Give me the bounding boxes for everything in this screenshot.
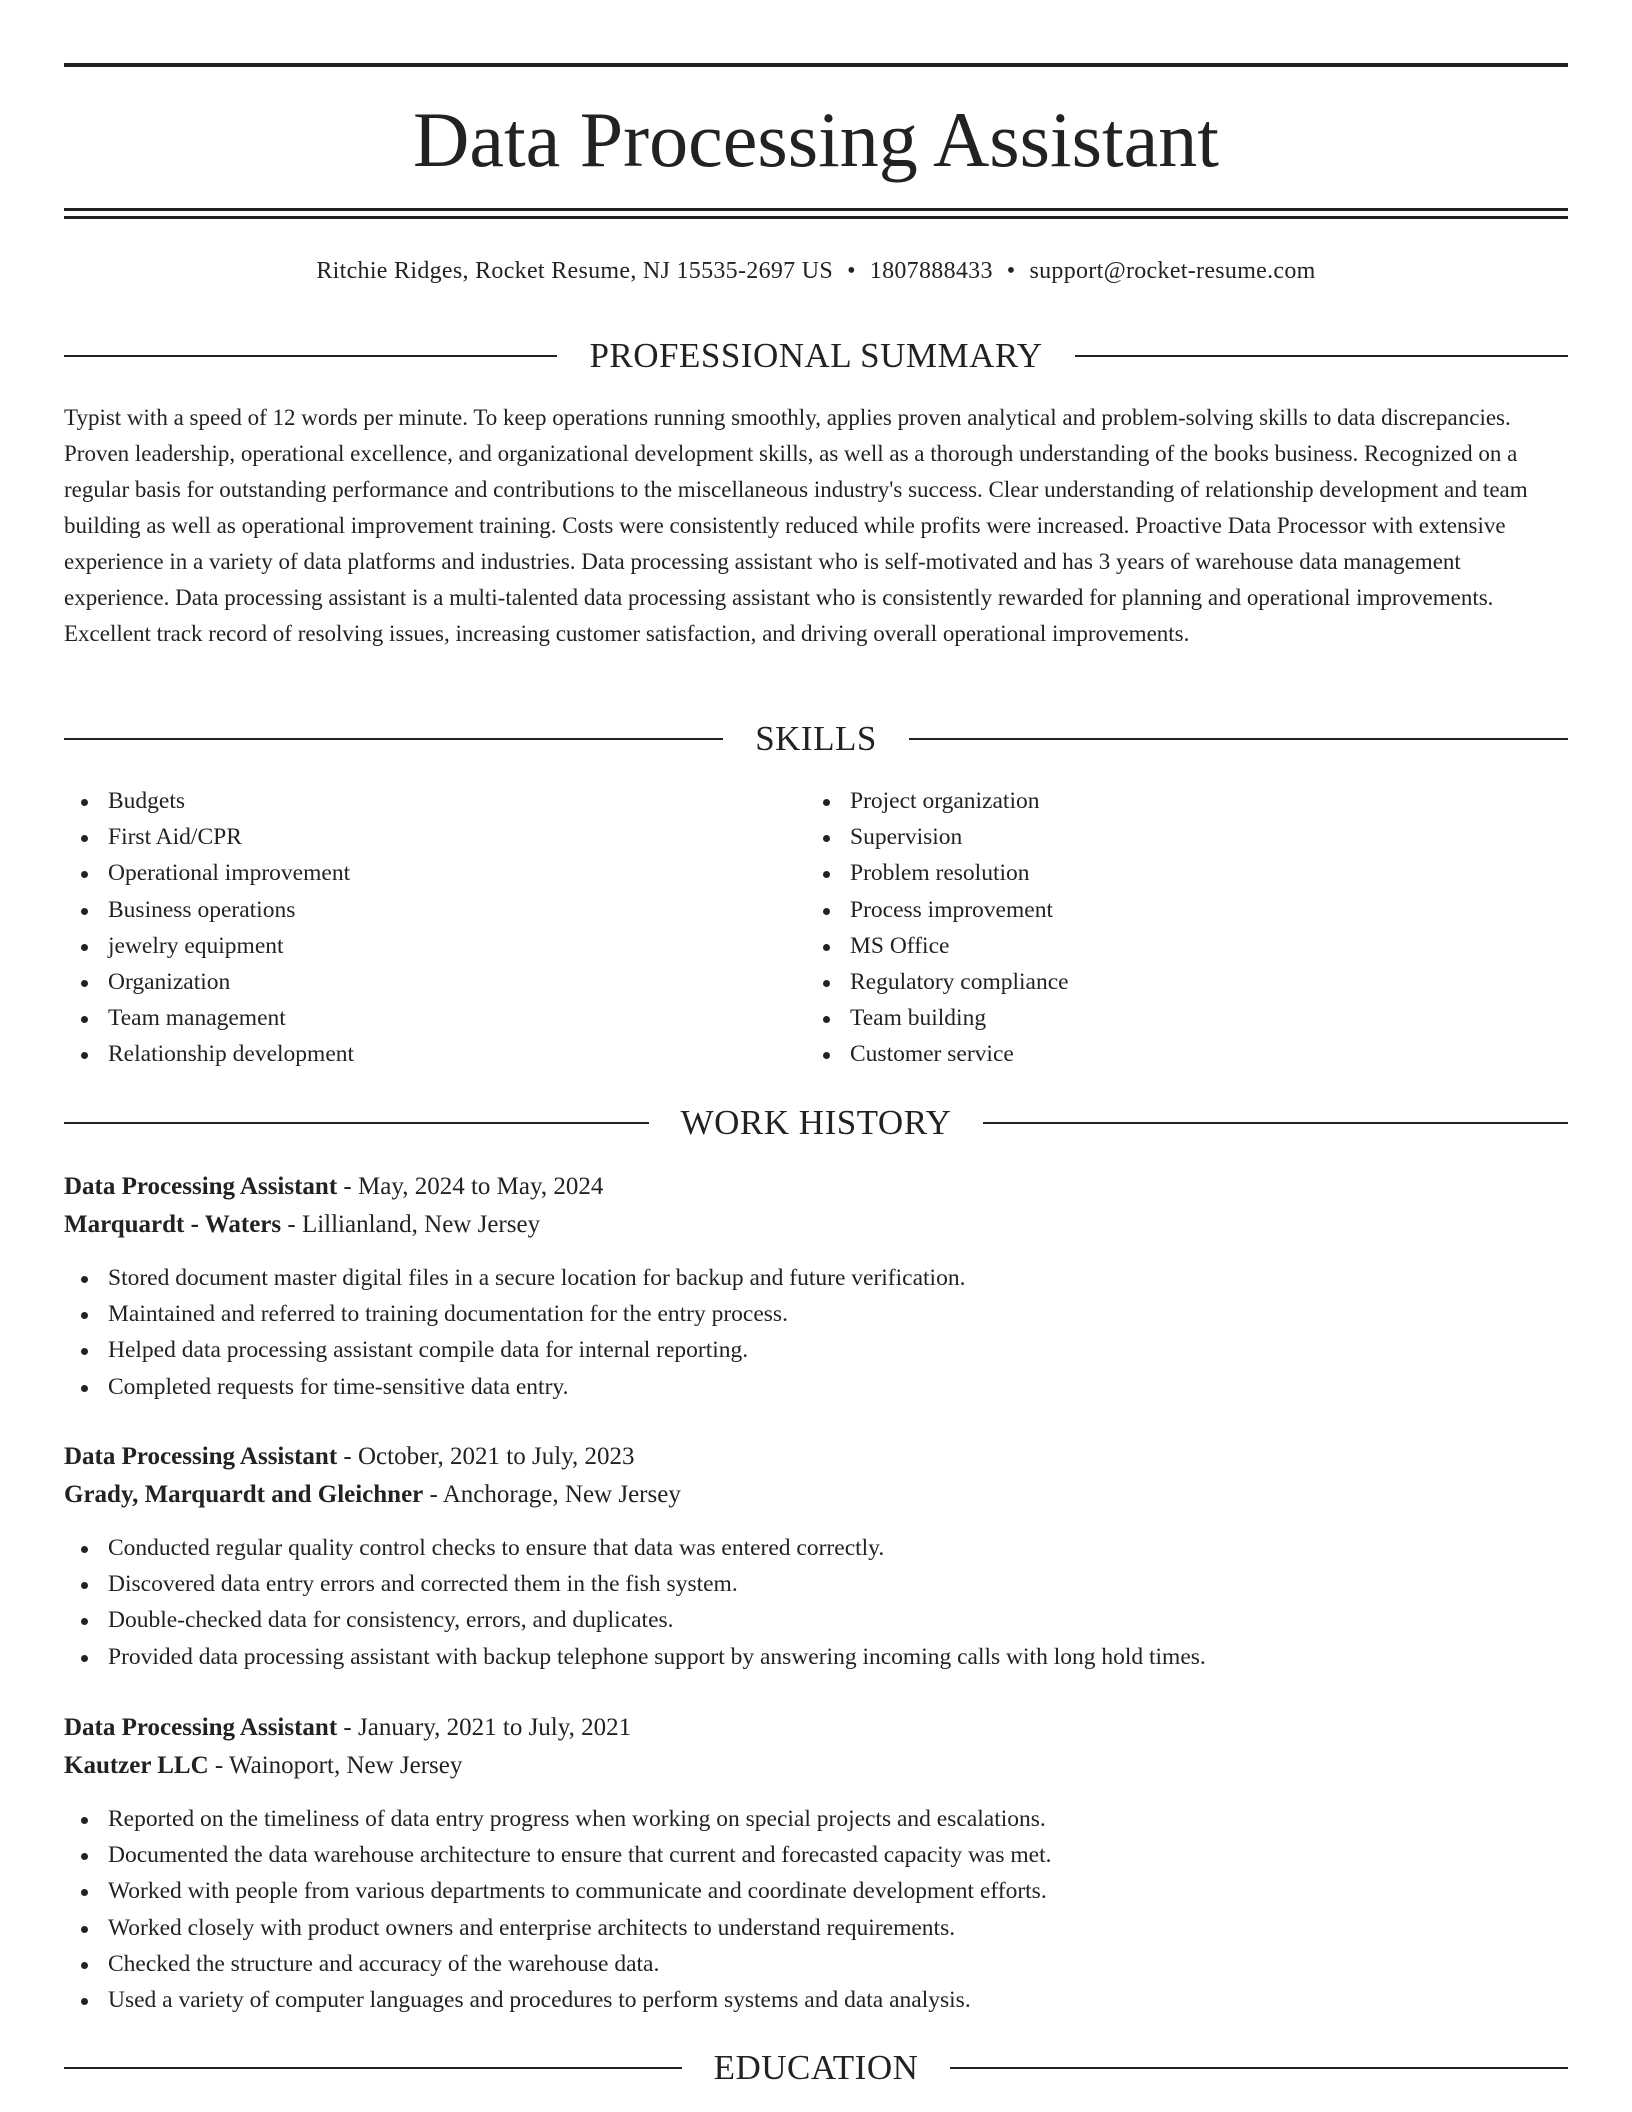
job-bullet: Conducted regular quality control checks to ensure that data was entered correctly. — [64, 1530, 1568, 1566]
contact-line — [64, 254, 1568, 288]
job-title: Data Processing Assistant — [64, 1173, 338, 1200]
summary-paragraph: Typist with a speed of 12 words per minute. To keep operations running smoothly, applies proven analytical and problem-solving skills to data discrepancies. Proven leadership, operational excellence, and organizational development skills, as well as a thorough understanding of the books business. Recognized on a regular basis for outstanding performance and contributions to the miscellaneous industry's success. Clear understanding of relationship development and team building as well as operational improvement training. Costs were consistently reduced while profits were increased. Proactive Data Processor with extensive experience in a variety of data platforms and industries. Data processing assistant who is self-motivated and has 3 years of warehouse data management experience. Data processing assistant is a multi-talented data processing assistant who is consistently rewarded for planning and operational improvements. Excellent track record of resolving issues, increasing customer satisfaction, and driving overall operational improvements. — [64, 405, 1528, 646]
job-title: Data Processing Assistant — [64, 1714, 338, 1741]
heading-rule — [64, 1122, 649, 1124]
job-bullet: Used a variety of computer languages and procedures to perform systems and data analysis. — [64, 1982, 1568, 2018]
skill-item: Supervision — [806, 819, 1548, 855]
skill-item: Relationship development — [64, 1036, 806, 1072]
job-bullet: Maintained and referred to training documentation for the entry process. — [64, 1296, 1568, 1332]
contact-phone: 1807888433 — [869, 258, 993, 284]
skill-item: Business operations — [64, 892, 806, 928]
job-entry — [64, 1168, 1568, 1405]
job-company: Kautzer LLC — [64, 1752, 209, 1779]
job-bullet: Completed requests for time-sensitive data entry. — [64, 1369, 1568, 1405]
job-entry — [64, 1709, 1568, 2018]
skill-item: jewelry equipment — [64, 928, 806, 964]
skill-item: Customer service — [806, 1036, 1548, 1072]
job-location: - Anchorage, New Jersey — [423, 1481, 681, 1508]
section-heading-work-history — [64, 1101, 1568, 1145]
job-title-line — [64, 1709, 1568, 1747]
job-company: Grady, Marquardt and Gleichner — [64, 1481, 424, 1508]
job-location: - Lillianland, New Jersey — [281, 1211, 541, 1238]
section-title: EDUCATION — [713, 2048, 919, 2087]
skill-item: Organization — [64, 964, 806, 1000]
job-company: Marquardt - Waters — [64, 1211, 282, 1238]
job-title-line — [64, 1438, 1568, 1476]
job-bullet: Double-checked data for consistency, errors, and duplicates. — [64, 1602, 1568, 1638]
skill-item: MS Office — [806, 928, 1548, 964]
skill-item: Regulatory compliance — [806, 964, 1548, 1000]
section-heading-education — [64, 2046, 1568, 2090]
job-bullet: Worked closely with product owners and enterprise architects to understand requirements. — [64, 1910, 1568, 1946]
title-rule-lower — [64, 216, 1568, 219]
job-bullet: Stored document master digital files in a secure location for backup and future verification. — [64, 1260, 1568, 1296]
top-rule — [64, 63, 1568, 67]
skill-item: First Aid/CPR — [64, 819, 806, 855]
skill-item: Team management — [64, 1000, 806, 1036]
skills-column-right — [806, 783, 1548, 1073]
title-rule-upper — [64, 208, 1568, 211]
skills-column-left — [64, 783, 806, 1073]
skill-item: Team building — [806, 1000, 1548, 1036]
section-heading-summary — [64, 334, 1568, 378]
job-bullet: Checked the structure and accuracy of the warehouse data. — [64, 1946, 1568, 1982]
contact-separator: • — [1006, 258, 1016, 284]
job-dates: - January, 2021 to July, 2021 — [337, 1714, 632, 1741]
skill-item: Operational improvement — [64, 855, 806, 891]
job-bullets — [64, 1260, 1568, 1405]
heading-rule — [64, 738, 723, 740]
job-bullets — [64, 1530, 1568, 1675]
heading-rule — [64, 355, 557, 357]
heading-rule — [64, 2067, 682, 2069]
section-title: SKILLS — [755, 719, 877, 758]
job-dates: - October, 2021 to July, 2023 — [337, 1443, 635, 1470]
contact-separator: • — [847, 258, 856, 284]
job-company-line — [64, 1476, 1568, 1514]
skill-item: Problem resolution — [806, 855, 1548, 891]
job-bullet: Reported on the timeliness of data entry progress when working on special projects and escalations. — [64, 1801, 1568, 1837]
heading-rule — [1075, 355, 1568, 357]
job-bullets — [64, 1801, 1568, 2018]
skills-list — [64, 783, 1568, 1073]
section-title: PROFESSIONAL SUMMARY — [589, 336, 1043, 375]
section-title: WORK HISTORY — [680, 1103, 952, 1142]
skill-item: Budgets — [64, 783, 806, 819]
skill-item: Process improvement — [806, 892, 1548, 928]
job-title: Data Processing Assistant — [64, 1443, 338, 1470]
contact-email: support@rocket-resume.com — [1029, 258, 1316, 284]
job-location: - Wainoport, New Jersey — [208, 1752, 463, 1779]
job-dates: - May, 2024 to May, 2024 — [337, 1173, 604, 1200]
job-bullet: Helped data processing assistant compile data for internal reporting. — [64, 1332, 1568, 1368]
resume-page — [64, 0, 1568, 2112]
job-bullet: Documented the data warehouse architecture to ensure that current and forecasted capacity was met. — [64, 1837, 1568, 1873]
resume-title: Data Processing Assistant — [413, 96, 1219, 183]
job-company-line — [64, 1206, 1568, 1244]
job-title-line — [64, 1168, 1568, 1206]
heading-rule — [983, 1122, 1568, 1124]
heading-rule — [909, 738, 1568, 740]
job-bullet: Discovered data entry errors and corrected them in the fish system. — [64, 1566, 1568, 1602]
section-heading-skills — [64, 717, 1568, 761]
job-company-line — [64, 1747, 1568, 1785]
skill-item: Project organization — [806, 783, 1548, 819]
job-entry — [64, 1438, 1568, 1675]
job-bullet: Worked with people from various departments to communicate and coordinate development efforts. — [64, 1873, 1568, 1909]
heading-rule — [950, 2067, 1568, 2069]
job-bullet: Provided data processing assistant with backup telephone support by answering incoming calls with long hold times. — [64, 1639, 1568, 1675]
contact-address: Ritchie Ridges, Rocket Resume, NJ 15535-2697 US — [316, 258, 834, 284]
